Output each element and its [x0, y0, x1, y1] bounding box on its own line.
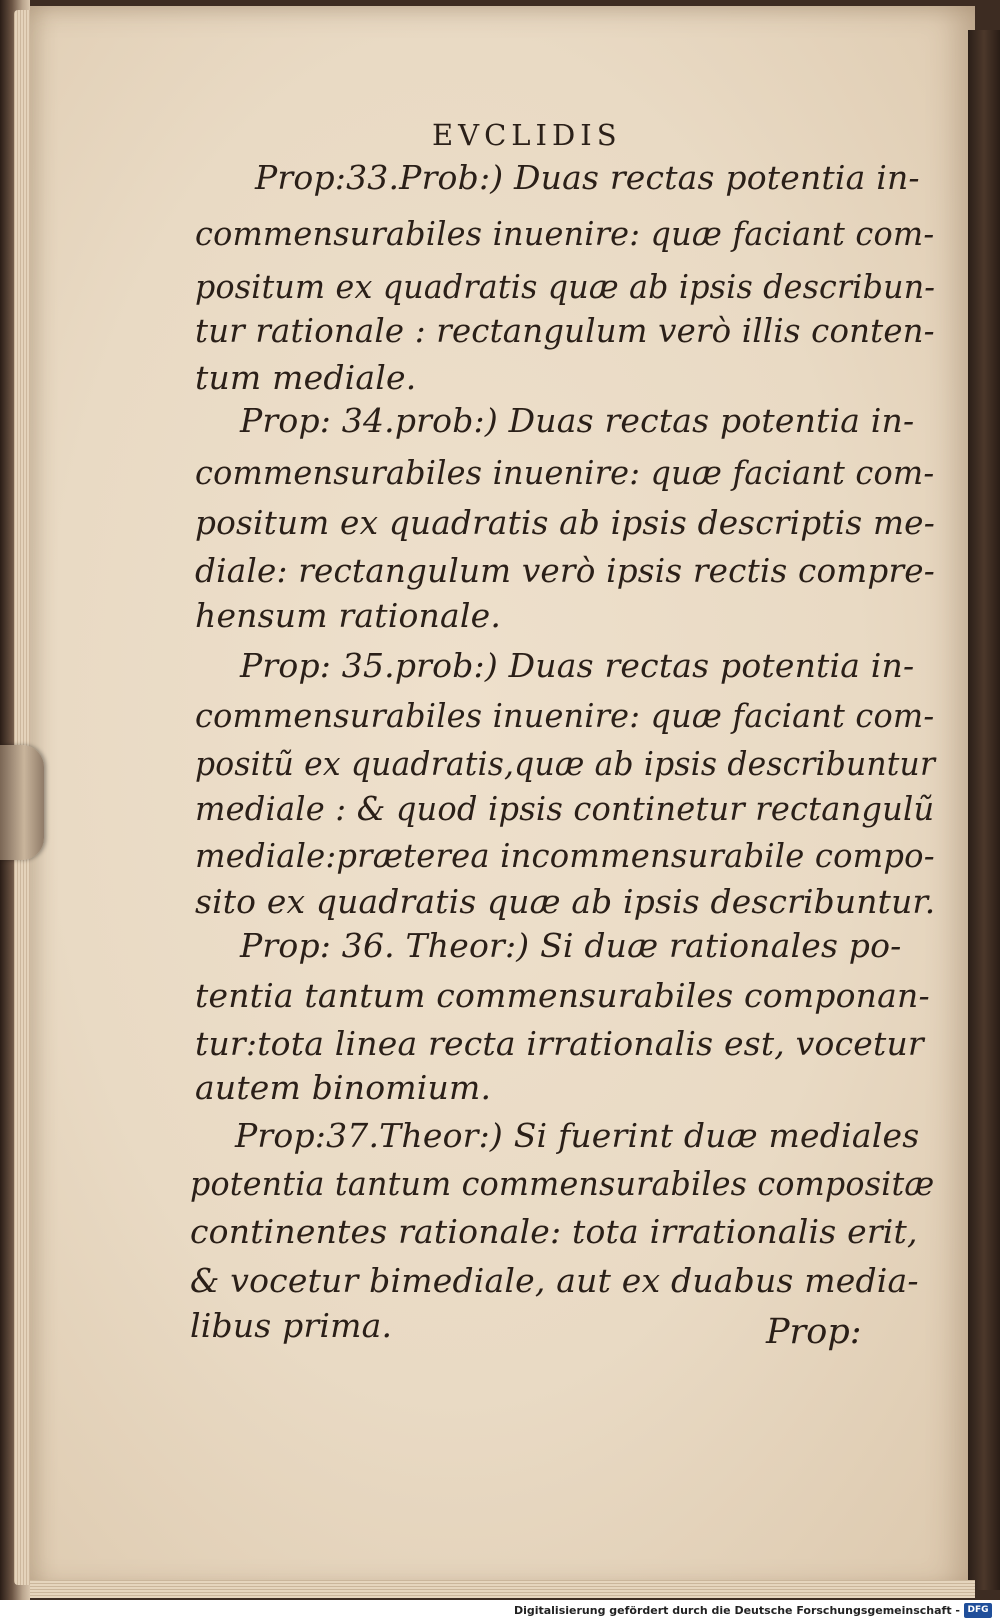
- text-line: mediale : & quod ipsis continetur rectangulũ: [195, 789, 935, 828]
- text-line: commensurabiles inuenire: quæ faciant com-: [195, 214, 935, 253]
- text-line: positum ex quadratis quæ ab ipsis describun-: [195, 267, 936, 306]
- text-line: Prop: 34.prob:) Duas rectas potentia in-: [240, 401, 915, 440]
- text-line: autem binomium.: [195, 1068, 492, 1107]
- page-stack-bottom: [30, 1580, 975, 1598]
- book-spine-right: [968, 30, 1000, 1590]
- text-line: tur rationale : rectangulum verò illis conten-: [195, 311, 935, 350]
- text-line: Prop:37.Theor:) Si fuerint duæ mediales: [235, 1116, 920, 1155]
- text-line: diale: rectangulum verò ipsis rectis compre-: [195, 551, 935, 590]
- text-line: commensurabiles inuenire: quæ faciant com-: [195, 453, 935, 492]
- page-paper: [30, 6, 975, 1591]
- text-line: positũ ex quadratis,quæ ab ipsis describuntur: [195, 744, 936, 783]
- text-line: tentia tantum commensurabiles componan-: [195, 976, 930, 1015]
- text-line: Prop:33.Prob:) Duas rectas potentia in-: [255, 158, 920, 197]
- footer-credit: Digitalisierung gefördert durch die Deutsche Forschungsgemeinschaft -: [513, 1604, 960, 1617]
- text-line: tur:tota linea recta irrationalis est, vocetur: [195, 1024, 924, 1063]
- catchword: Prop:: [766, 1312, 862, 1352]
- text-line: continentes rationale: tota irrationalis erit,: [190, 1212, 918, 1251]
- text-line: mediale:præterea incommensurabile compo-: [195, 836, 935, 875]
- text-line: libus prima.: [190, 1306, 393, 1345]
- text-line: positum ex quadratis ab ipsis descriptis me-: [195, 503, 935, 542]
- dfg-logo: DFG: [964, 1603, 992, 1618]
- text-line: potentia tantum commensurabiles compositæ: [190, 1164, 935, 1203]
- text-line: Prop: 36. Theor:) Si duæ rationales po-: [240, 926, 902, 965]
- running-head: EVCLIDIS: [432, 118, 622, 152]
- text-line: commensurabiles inuenire: quæ faciant com-: [195, 696, 935, 735]
- digitization-footer: [0, 1600, 1000, 1623]
- clasp-tab: [0, 745, 44, 860]
- text-line: hensum rationale.: [195, 596, 502, 635]
- text-line: tum mediale.: [195, 358, 417, 397]
- text-line: & vocetur bimediale, aut ex duabus media-: [190, 1261, 919, 1300]
- text-line: Prop: 35.prob:) Duas rectas potentia in-: [240, 646, 915, 685]
- text-line: sito ex quadratis quæ ab ipsis describuntur.: [195, 882, 936, 921]
